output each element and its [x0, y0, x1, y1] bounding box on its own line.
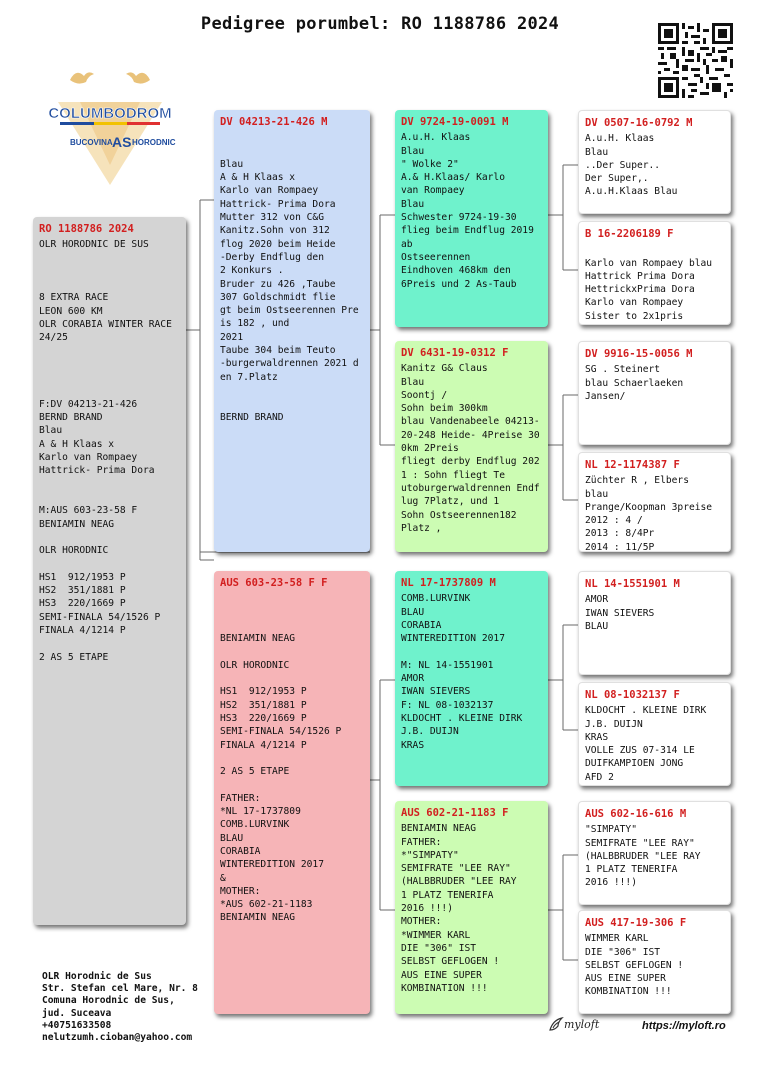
myloft-bird-icon [548, 1016, 564, 1034]
dam-dam-dam-details: WIMMER KARL DIE "306" IST SELBST GEFLOGEN ! AUS EINE SUPER KOMBINATION !!! [585, 933, 684, 998]
sire-dam-dam-details: Züchter R , Elbers blau Prange/Koopman 3preise 2012 : 4 / 2013 : 8/4Pr 2014 : 11/5P [585, 475, 713, 552]
dam-sire-dam-card[interactable] [578, 682, 731, 786]
subject-ring: RO 1188786 2024 [39, 223, 134, 235]
dam-dam-dam-card[interactable] [578, 910, 731, 1014]
qr-code [658, 23, 733, 98]
sire-dam-details: Kanitz G& Claus Blau Soontj / Sohn beim 300km blau Vandenabeele 04213- 20-248 Heide- 4Preise 30 0km 2Preis fliegt derby Endflug 202 1 : Sohn fliegt Te utoburgerwaldrennen Endf lug 7Platz, und 1 Sohn Ostseerennen182 Platz , [401, 363, 540, 534]
dam-sire-sire-ring: NL 14-1551901 M [585, 578, 680, 590]
sire-dam-card[interactable] [395, 341, 548, 552]
dam-dam-dam-ring: AUS 417-19-306 F [585, 917, 687, 929]
dam-details: BENIAMIN NEAG OLR HORODNIC HS1 912/1953 P HS2 351/1881 P HS3 220/1669 P SEMI-FINALA 54/1526 P FINALA 4/1214 P 2 AS 5 ETAPE FATHER: *NL 17-1737809 COMB.LURVINK BLAU CORABIA WINTEREDITION 2017 & MOTHER: *AUS 602-21-1183 BENIAMIN NEAG [220, 633, 342, 924]
sire-sire-dam-ring: B 16-2206189 F [585, 228, 674, 240]
sire-sire-card[interactable] [395, 110, 548, 327]
sire-dam-sire-details: SG . Steinert blau Schaerlaeken Jansen/ [585, 364, 684, 402]
subject-card[interactable] [33, 217, 186, 925]
sire-sire-ring: DV 9724-19-0091 M [401, 116, 509, 128]
logo-bucovina-text: BUCOVINA [70, 138, 113, 147]
dam-dam-details: BENIAMIN NEAG FATHER: *"SIMPATY" SEMIFRATE "LEE RAY" (HALBBRUDER "LEE RAY 1 PLATZ TENERIFA 2016 !!!) MOTHER: *WIMMER KARL DIE "306" IST SELBST GEFLOGEN ! AUS EINE SUPER KOMBINATION !!! [401, 823, 517, 994]
sire-sire-dam-card[interactable] [578, 221, 731, 325]
dam-dam-sire-details: "SIMPATY" SEMIFRATE "LEE RAY" (HALBBRUDER "LEE RAY 1 PLATZ TENERIFA 2016 !!!) [585, 824, 701, 889]
dam-sire-dam-details: KLDOCHT . KLEINE DIRK J.B. DUIJN KRAS VOLLE ZUS 07-314 LE DUIFKAMPIOEN JONG AFD 2 [585, 705, 707, 783]
logo-as-text: AS [112, 134, 132, 150]
page-title: Pedigree porumbel: RO 1188786 2024 [200, 14, 560, 34]
dam-dam-sire-card[interactable] [578, 801, 731, 905]
myloft-url[interactable]: https://myloft.ro [642, 1020, 726, 1032]
logo-horodnic-text: HORODNIC [132, 138, 176, 147]
dam-sire-dam-ring: NL 08-1032137 F [585, 689, 680, 701]
sire-dam-dam-card[interactable] [578, 452, 731, 552]
dam-dam-ring: AUS 602-21-1183 F [401, 807, 509, 819]
subject-details: OLR HORODNIC DE SUS 8 EXTRA RACE LEON 600 KM OLR CORABIA WINTER RACE 24/25 F:DV 04213-21-426 BERND BRAND Blau A & H Klaas x Karlo van Rompaey Hattrick- Prima Dora M:AUS 603-23-58 F BENIAMIN NEAG OLR HORODNIC HS1 912/1953 P HS2 351/1881 P HS3 220/1669 P SEMI-FINALA 54/1526 P FINALA 4/1214 P 2 AS 5 ETAPE [39, 239, 172, 663]
logo-main-text: COLUMBODROM [48, 105, 172, 122]
dam-ring: AUS 603-23-58 F F [220, 577, 328, 589]
sire-card[interactable] [214, 110, 370, 552]
sire-sire-sire-ring: DV 0507-16-0792 M [585, 117, 693, 129]
dam-sire-sire-details: AMOR IWAN SIEVERS BLAU [585, 594, 655, 632]
sire-details: Blau A & H Klaas x Karlo van Rompaey Hattrick- Prima Dora Mutter 312 von C&G Kanitz.Sohn von 312 flog 2020 beim Heide -Derby Endflug den 2 Konkurs . Bruder zu 426 ,Taube 307 Goldschmidt flie gt beim Ostseerennen Pre is 182 , und 2021 Taube 304 beim Teuto -burgerwaldrennen 2021 d en 7.Platz BERND BRAND [220, 158, 359, 423]
myloft-brand: myloft [564, 1018, 600, 1031]
sire-dam-sire-card[interactable] [578, 341, 731, 445]
dam-dam-sire-ring: AUS 602-16-616 M [585, 808, 687, 820]
dam-sire-details: COMB.LURVINK BLAU CORABIA WINTEREDITION 2017 M: NL 14-1551901 AMOR IWAN SIEVERS F: NL 08-1032137 KLDOCHT . KLEINE DIRK J.B. DUIJN KRAS [401, 593, 523, 751]
columbodrom-logo [40, 60, 180, 190]
sire-dam-dam-ring: NL 12-1174387 F [585, 459, 680, 471]
sire-sire-details: A.u.H. Klaas Blau " Wolke 2" A.& H.Klaas/ Karlo van Rompaey Blau Schwester 9724-19-30 flieg beim Endflug 2019 ab Ostseerennen Eindhoven 468km den 6Preis und 2 As-Taub [401, 132, 534, 290]
dam-sire-card[interactable] [395, 571, 548, 786]
sire-sire-sire-details: A.u.H. Klaas Blau ..Der Super.. Der Super,. A.u.H.Klaas Blau [585, 133, 678, 198]
breeder-contact: OLR Horodnic de Sus Str. Stefan cel Mare, Nr. 8 Comuna Horodnic de Sus, jud. Suceava +40751633508 nelutzumh.cioban@yahoo.com [42, 971, 198, 1044]
dam-sire-ring: NL 17-1737809 M [401, 577, 496, 589]
sire-dam-sire-ring: DV 9916-15-0056 M [585, 348, 693, 360]
dam-sire-sire-card[interactable] [578, 571, 731, 675]
sire-sire-sire-card[interactable] [578, 110, 731, 214]
sire-dam-ring: DV 6431-19-0312 F [401, 347, 509, 359]
dam-card[interactable] [214, 571, 370, 1014]
sire-ring: DV 04213-21-426 M [220, 116, 328, 128]
sire-sire-dam-details: Karlo van Rompaey blau Hattrick Prima Dora HettrickxPrima Dora Karlo van Rompaey Sister to 2x1pris [585, 257, 713, 322]
dam-dam-card[interactable] [395, 801, 548, 1014]
